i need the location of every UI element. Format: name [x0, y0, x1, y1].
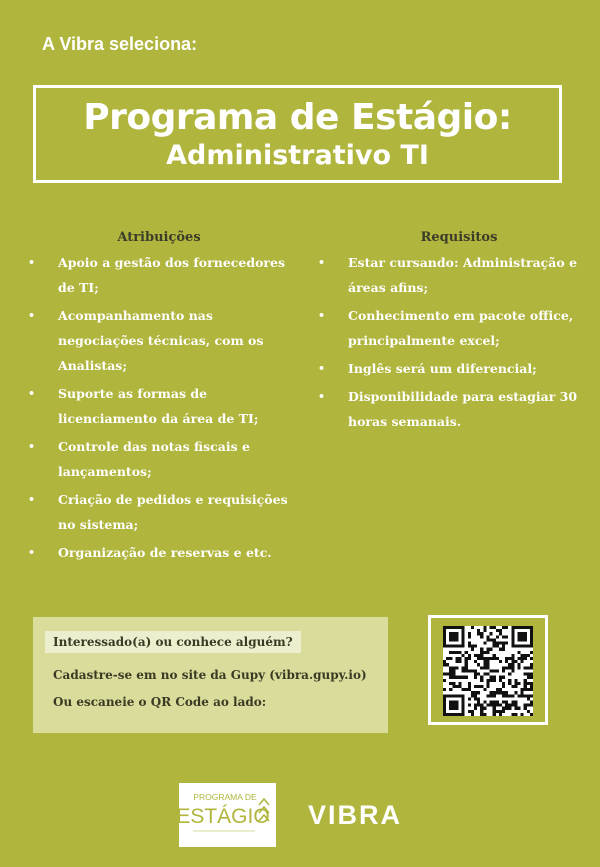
requisitos-heading: Requisitos [420, 230, 498, 245]
vibra-logo: VIBRA [308, 800, 403, 830]
info-register-text[interactable]: Cadastre-se em no site da Gupy (vibra.gupy.io) [53, 668, 367, 682]
qr-code-frame [428, 615, 548, 725]
estagio-logo-icon [179, 783, 276, 847]
programa-estagio-logo [179, 783, 276, 847]
bullet-icon: • [28, 546, 36, 559]
logo-big-text: ESTÁGIO [179, 805, 270, 828]
bullet-icon: • [28, 440, 36, 453]
list-item: • Estar cursando: Administração e áreas afins; [318, 250, 580, 300]
title-line-1: Programa de Estágio: [83, 97, 512, 138]
logo-small-text: PROGRAMA DE [193, 792, 257, 802]
list-item: • Acompanhamento nas negociações técnicas, com os Analistas; [28, 303, 290, 378]
info-scan-text: Ou escaneie o QR Code ao lado: [53, 695, 267, 709]
list-item: • Controle das notas fiscais e lançamentos; [28, 434, 290, 484]
atribuicoes-heading: Atribuições [117, 230, 201, 245]
bullet-icon: • [28, 493, 36, 506]
bullet-icon: • [318, 390, 326, 403]
list-item: • Criação de pedidos e requisições no sistema; [28, 487, 290, 537]
requisitos-list [318, 250, 580, 434]
info-box [33, 617, 388, 733]
list-item: • Organização de reservas e etc. [28, 540, 290, 565]
list-item: • Suporte as formas de licenciamento da área de TI; [28, 381, 290, 431]
list-item: • Conhecimento em pacote office, principalmente excel; [318, 303, 580, 353]
title-box [33, 85, 562, 183]
requisitos-column [318, 230, 580, 437]
atribuicoes-column [28, 230, 290, 568]
info-question: Interessado(a) ou conhece alguém? [45, 631, 301, 653]
list-item: • Inglês será um diferencial; [318, 356, 580, 381]
bullet-icon: • [28, 309, 36, 322]
intro-text: A Vibra seleciona: [42, 34, 198, 54]
bullet-icon: • [318, 362, 326, 375]
list-item: • Disponibilidade para estagiar 30 horas semanais. [318, 384, 580, 434]
atribuicoes-list [28, 250, 290, 565]
qr-code-icon[interactable] [443, 626, 533, 716]
title-line-2: Administrativo TI [166, 140, 429, 171]
bullet-icon: • [28, 387, 36, 400]
bullet-icon: • [28, 256, 36, 269]
list-item: • Apoio a gestão dos fornecedores de TI; [28, 250, 290, 300]
bullet-icon: • [318, 256, 326, 269]
bullet-icon: • [318, 309, 326, 322]
